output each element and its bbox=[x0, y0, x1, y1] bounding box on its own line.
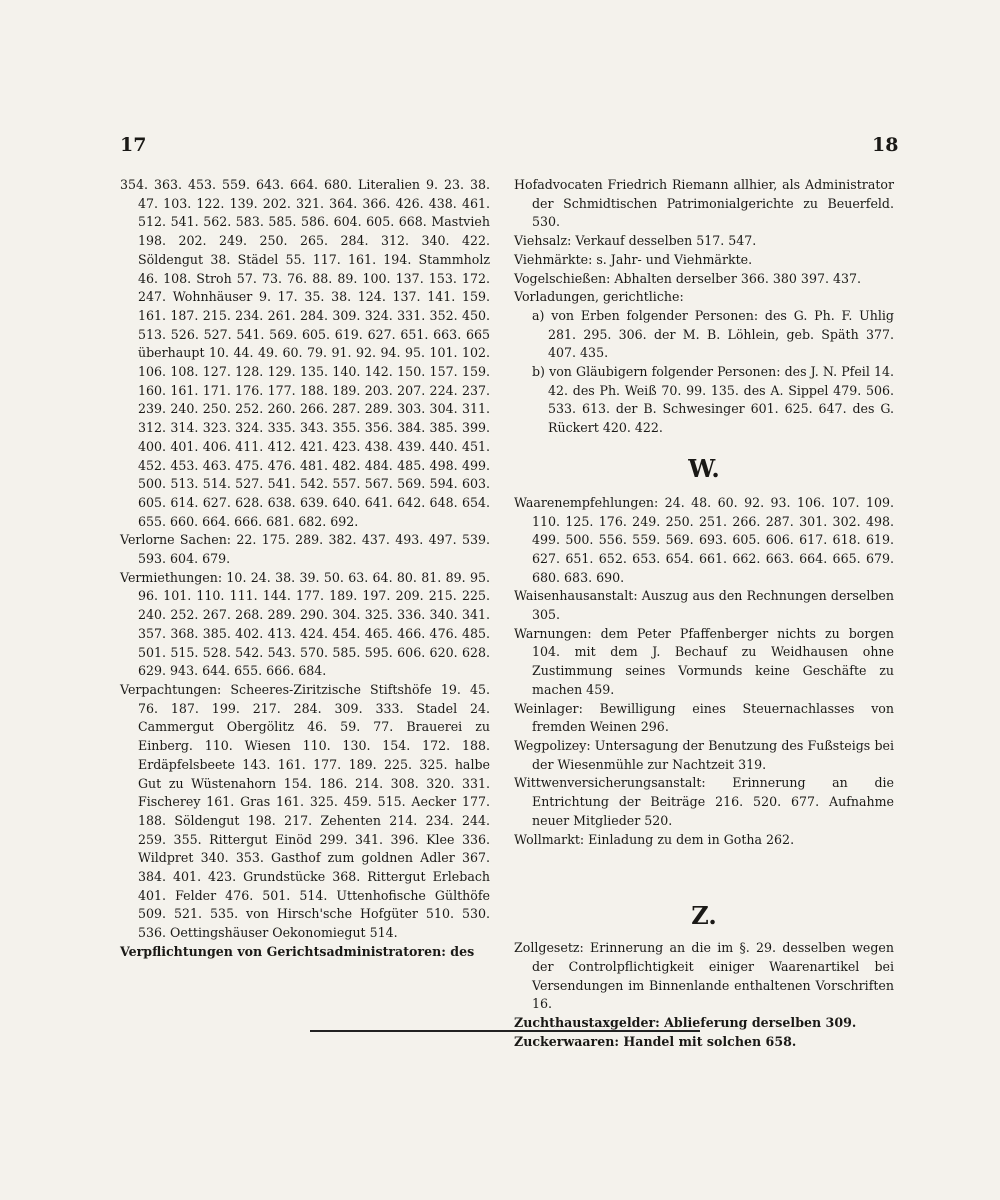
index-entry-continued: Hofadvocaten Friedrich Riemann allhier, als Administrator der Schmidtischen Patrimonialgerichte zu Beuerfeld. 530. bbox=[514, 177, 894, 230]
left-column bbox=[120, 176, 490, 962]
index-subentry-erben: a) von Erben folgender Personen: des G. Ph. F. Uhlig 281. 295. 306. der M. B. Löhlein, geb. Späth 377. 407. 435. bbox=[532, 307, 894, 361]
section-letter-z: Z. bbox=[691, 901, 717, 931]
right-column bbox=[514, 176, 894, 1051]
page-number-right: 18 bbox=[872, 134, 899, 156]
index-entry-weinlager: Weinlager: Bewilligung eines Steuernachlasses von fremden Weinen 296. bbox=[514, 700, 894, 735]
index-entry-verpachtungen: Verpachtungen: Scheeres-Ziritzische Stiftshöfe 19. 45. 76. 187. 199. 217. 284. 309. 333. Stadel 24. Cammergut Obergölitz 46. 59. 77. Brauerei zu Einberg. 110. Wiesen 110. 130. 154. 172. 188. Erdäpfelsbeete 143. 161. 177. 189. 225. 325. halbe Gut zu Wüstenahorn 154. 186. 214. 308. 320. 331. Fischerey 161. Gras 161. 325. 459. 515. Aecker 177. 188. Söldengut 198. 217. Zehenten 214. 234. 244. 259. 355. Rittergut Einöd 299. 341. 396. Klee 336. Wildpret 340. 353. Gasthof zum goldnen Adler 367. 384. 401. 423. Grundstücke 368. Rittergut Erlebach 401. Felder 476. 501. 514. Uttenhofische Gülthöfe 509. 521. 535. von Hirsch'sche Hofgüter 510. 530. 536. Oettingshäuser Oekonomiegut 514. bbox=[120, 681, 490, 941]
index-entry-verlorne-sachen: Verlorne Sachen: 22. 175. 289. 382. 437. 493. 497. 539. 593. 604. 679. bbox=[120, 532, 490, 567]
page-number-left: 17 bbox=[120, 134, 147, 156]
index-entry-wegpolizey: Wegpolizey: Untersagung der Benutzung des Fußsteigs bei der Wiesenmühle zur Nachtzeit 319. bbox=[514, 737, 894, 772]
index-subentry-glaeubigern: b) von Gläubigern folgender Personen: des J. N. Pfeil 14. 42. des Ph. Weiß 70. 99. 135. des A. Sippel 479. 506. 533. 613. der B. Schwesinger 601. 625. 647. des G. Rückert 420. 422. bbox=[532, 364, 894, 436]
index-entry-continuation: 354. 363. 453. 559. 643. 664. 680. Literalien 9. 23. 38. 47. 103. 122. 139. 202. 321. 364. 366. 426. 438. 461. 512. 541. 562. 583. 585. 586. 604. 605. 668. Mastvieh 198. 202. 249. 250. 265. 284. 312. 340. 422. Söldengut 38. Städel 55. 117. 161. 194. Stammholz 46. 108. Stroh 57. 73. 76. 88. 89. 100. 137. 153. 172. 247. Wohnhäuser 9. 17. 35. 38. 124. 137. 141. 159. 161. 187. 215. 234. 261. 284. 309. 324. 331. 352. 450. 513. 526. 527. 541. 569. 605. 619. 627. 651. 663. 665 überhaupt 10. 44. 49. 60. 79. 91. 92. 94. 95. 101. 102. 106. 108. 127. 128. 129. 135. 140. 142. 150. 157. 159. 160. 161. 171. 176. 177. 188. 189. 203. 207. 224. 237. 239. 240. 250. 252. 260. 266. 287. 289. 303. 304. 311. 312. 314. 323. 324. 335. 343. 355. 356. 384. 385. 399. 400. 401. 406. 411. 412. 421. 423. 438. 439. 440. 451. 452. 453. 463. 475. 476. 481. 482. 484. 485. 498. 499. 500. 513. 514. 527. 541. 542. 557. 567. 569. 594. 603. 605. 614. 627. 628. 638. 639. 640. 641. 642. 648. 654. 655. 660. 664. 666. 681. 682. 692. bbox=[120, 177, 490, 529]
index-entry-wittwenversicherung: Wittwenversicherungsanstalt: Erinnerung an die Entrichtung der Beiträge 216. 520. 677. Aufnahme neuer Mitglieder 520. bbox=[514, 775, 894, 828]
index-entry-vogelschiessen: Vogelschießen: Abhalten derselber 366. 380 397. 437. bbox=[514, 270, 862, 286]
index-entry-waisenhausanstalt: Waisenhausanstalt: Auszug aus den Rechnungen derselben 305. bbox=[514, 588, 894, 623]
index-entry-zuchthaustaxgelder: Zuchthaustaxgelder: Ablieferung derselben 309. bbox=[514, 1015, 857, 1031]
index-entry-zuckerwaaren: Zuckerwaaren: Handel mit solchen 658. bbox=[514, 1033, 797, 1049]
index-entry-warnungen: Warnungen: dem Peter Pfaffenberger nichts zu borgen 104. mit dem J. Bechauf zu Weidhausen ohne Zustimmung seines Vormunds keine Geschäfte zu machen 459. bbox=[514, 625, 894, 697]
index-entry-verpflichtungen: Verpflichtungen von Gerichtsadministratoren: des bbox=[120, 943, 475, 959]
index-entry-vorladungen: Vorladungen, gerichtliche: bbox=[514, 289, 684, 305]
index-entry-waarenempfehlungen: Waarenempfehlungen: 24. 48. 60. 92. 93. 106. 107. 109. 110. 125. 176. 249. 250. 251. 266. 287. 301. 302. 498. 499. 500. 556. 559. 569. 693. 605. 606. 617. 618. 619. 627. 651. 652. 653. 654. 661. 662. 663. 664. 665. 679. 680. 683. 690. bbox=[514, 494, 894, 585]
section-letter-w: W. bbox=[688, 453, 720, 483]
closing-rule bbox=[310, 1030, 700, 1032]
index-entry-viehmaerkte: Viehmärkte: s. Jahr- und Viehmärkte. bbox=[514, 251, 753, 267]
index-entry-zollgesetz: Zollgesetz: Erinnerung an die im §. 29. desselben wegen der Controlpflichtigkeit einiger Waarenartikel bei Versendungen im Binnenlande enthaltenen Vorschriften 16. bbox=[514, 940, 894, 1012]
index-entry-vermiethungen: Vermiethungen: 10. 24. 38. 39. 50. 63. 64. 80. 81. 89. 95. 96. 101. 110. 111. 144. 177. 189. 197. 209. 215. 225. 240. 252. 267. 268. 289. 290. 304. 325. 336. 340. 341. 357. 368. 385. 402. 413. 424. 454. 465. 466. 476. 485. 501. 515. 528. 542. 543. 570. 585. 595. 606. 620. 628. 629. 943. 644. 655. 666. 684. bbox=[120, 569, 490, 679]
vorladungen-subentries bbox=[514, 307, 894, 438]
index-entry-wollmarkt: Wollmarkt: Einladung zu dem in Gotha 262. bbox=[514, 831, 795, 847]
index-entry-viehsalz: Viehsalz: Verkauf desselben 517. 547. bbox=[514, 233, 757, 249]
